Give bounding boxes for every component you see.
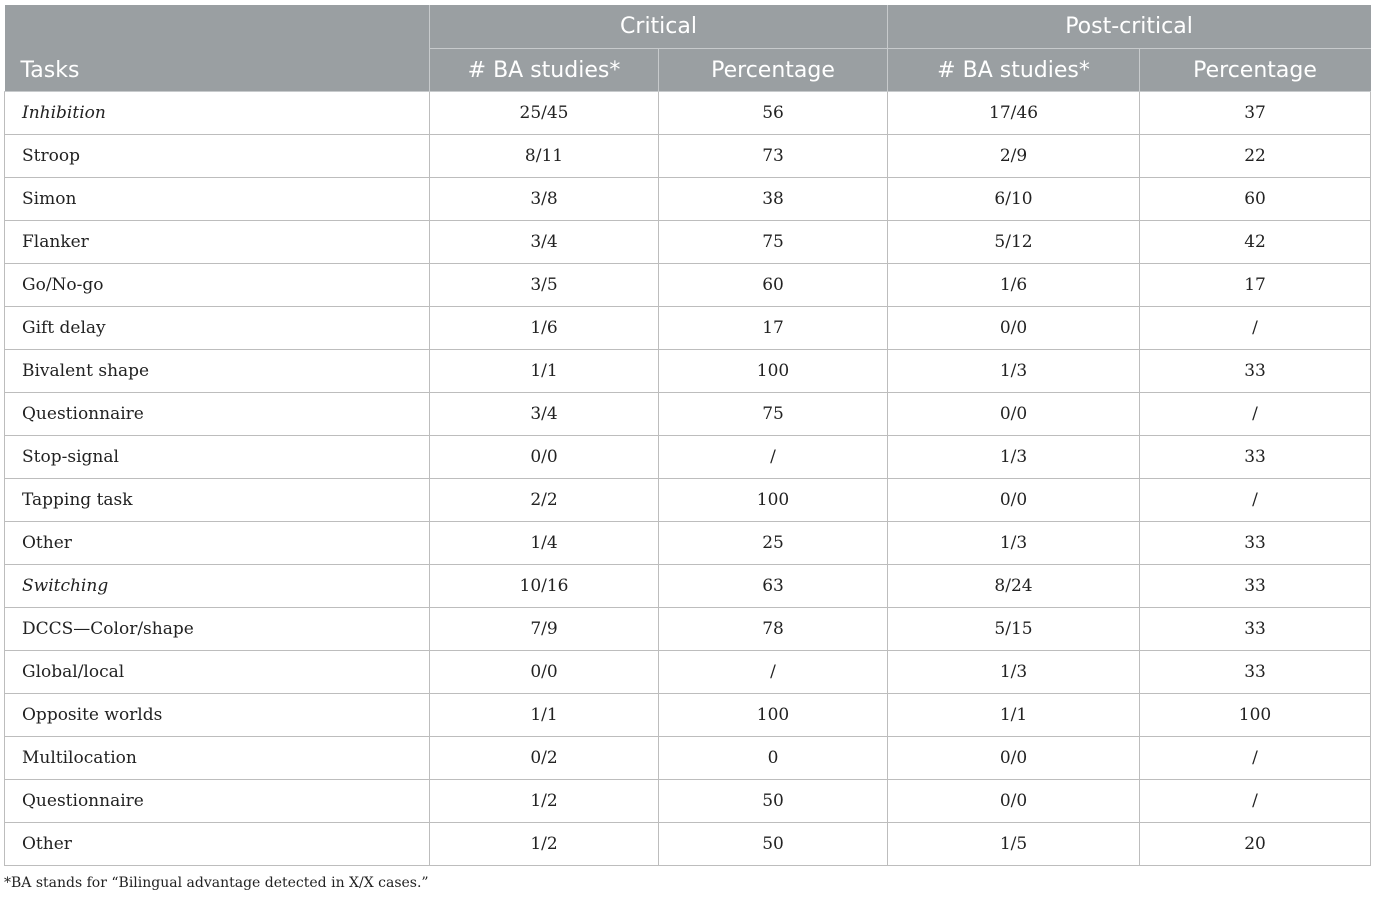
critical-ba-studies-cell: 1/6 [430, 307, 659, 350]
critical-percentage-cell: / [659, 436, 888, 479]
post-critical-ba-studies-cell: 2/9 [888, 135, 1140, 178]
post-critical-percentage-cell: 60 [1140, 178, 1371, 221]
critical-percentage-cell: 63 [659, 565, 888, 608]
table-row [5, 178, 1371, 221]
critical-ba-studies-cell: 7/9 [430, 608, 659, 651]
post-critical-percentage-cell: 33 [1140, 608, 1371, 651]
header-post-critical-ba-studies: # BA studies* [888, 49, 1140, 92]
post-critical-percentage-cell: 33 [1140, 350, 1371, 393]
header-critical-ba-studies: # BA studies* [430, 49, 659, 92]
post-critical-ba-studies-cell: 1/6 [888, 264, 1140, 307]
task-cell: Questionnaire [5, 780, 430, 823]
post-critical-percentage-cell: 33 [1140, 522, 1371, 565]
header-critical-percentage: Percentage [659, 49, 888, 92]
post-critical-ba-studies-cell: 1/3 [888, 350, 1140, 393]
critical-ba-studies-cell: 0/2 [430, 737, 659, 780]
post-critical-ba-studies-cell: 5/12 [888, 221, 1140, 264]
table-row [5, 393, 1371, 436]
post-critical-ba-studies-cell: 6/10 [888, 178, 1140, 221]
table-row [5, 221, 1371, 264]
task-cell: Multilocation [5, 737, 430, 780]
task-cell: DCCS—Color/shape [5, 608, 430, 651]
post-critical-ba-studies-cell: 1/5 [888, 823, 1140, 866]
critical-percentage-cell: 38 [659, 178, 888, 221]
table-row [5, 436, 1371, 479]
table-row [5, 823, 1371, 866]
task-cell: Flanker [5, 221, 430, 264]
post-critical-ba-studies-cell: 0/0 [888, 307, 1140, 350]
critical-percentage-cell: 60 [659, 264, 888, 307]
table-row [5, 479, 1371, 522]
post-critical-percentage-cell: 22 [1140, 135, 1371, 178]
critical-ba-studies-cell: 3/4 [430, 221, 659, 264]
post-critical-ba-studies-cell: 5/15 [888, 608, 1140, 651]
task-cell: Global/local [5, 651, 430, 694]
critical-ba-studies-cell: 1/1 [430, 350, 659, 393]
critical-ba-studies-cell: 10/16 [430, 565, 659, 608]
header-tasks: Tasks [5, 5, 430, 92]
post-critical-ba-studies-cell: 0/0 [888, 393, 1140, 436]
table-row [5, 135, 1371, 178]
critical-ba-studies-cell: 0/0 [430, 651, 659, 694]
header-row-groups [5, 5, 1371, 49]
post-critical-percentage-cell: 42 [1140, 221, 1371, 264]
critical-percentage-cell: 17 [659, 307, 888, 350]
post-critical-percentage-cell: 17 [1140, 264, 1371, 307]
critical-ba-studies-cell: 25/45 [430, 92, 659, 135]
post-critical-percentage-cell: 33 [1140, 651, 1371, 694]
task-cell: Questionnaire [5, 393, 430, 436]
critical-ba-studies-cell: 2/2 [430, 479, 659, 522]
critical-percentage-cell: 56 [659, 92, 888, 135]
task-cell: Switching [5, 565, 430, 608]
post-critical-ba-studies-cell: 0/0 [888, 780, 1140, 823]
table-row [5, 522, 1371, 565]
header-group-critical: Critical [430, 5, 888, 49]
post-critical-ba-studies-cell: 0/0 [888, 479, 1140, 522]
table-row [5, 264, 1371, 307]
post-critical-percentage-cell: / [1140, 780, 1371, 823]
post-critical-percentage-cell: 33 [1140, 565, 1371, 608]
critical-percentage-cell: / [659, 651, 888, 694]
task-cell: Gift delay [5, 307, 430, 350]
critical-percentage-cell: 100 [659, 479, 888, 522]
section-row [5, 565, 1371, 608]
table-row [5, 694, 1371, 737]
task-cell: Simon [5, 178, 430, 221]
task-cell: Other [5, 823, 430, 866]
post-critical-ba-studies-cell: 17/46 [888, 92, 1140, 135]
post-critical-ba-studies-cell: 1/1 [888, 694, 1140, 737]
critical-percentage-cell: 0 [659, 737, 888, 780]
table-row [5, 608, 1371, 651]
critical-ba-studies-cell: 0/0 [430, 436, 659, 479]
post-critical-percentage-cell: 33 [1140, 436, 1371, 479]
table-body [5, 92, 1371, 866]
critical-percentage-cell: 25 [659, 522, 888, 565]
critical-ba-studies-cell: 1/1 [430, 694, 659, 737]
table-row [5, 651, 1371, 694]
critical-ba-studies-cell: 1/2 [430, 780, 659, 823]
critical-ba-studies-cell: 3/8 [430, 178, 659, 221]
post-critical-percentage-cell: 37 [1140, 92, 1371, 135]
critical-percentage-cell: 75 [659, 393, 888, 436]
critical-ba-studies-cell: 8/11 [430, 135, 659, 178]
post-critical-ba-studies-cell: 1/3 [888, 522, 1140, 565]
header-group-post-critical: Post-critical [888, 5, 1371, 49]
post-critical-percentage-cell: / [1140, 393, 1371, 436]
post-critical-ba-studies-cell: 1/3 [888, 651, 1140, 694]
critical-percentage-cell: 100 [659, 694, 888, 737]
task-cell: Inhibition [5, 92, 430, 135]
table-row [5, 350, 1371, 393]
task-cell: Go/No-go [5, 264, 430, 307]
critical-percentage-cell: 50 [659, 823, 888, 866]
post-critical-percentage-cell: / [1140, 307, 1371, 350]
critical-ba-studies-cell: 3/5 [430, 264, 659, 307]
post-critical-percentage-cell: / [1140, 737, 1371, 780]
task-cell: Opposite worlds [5, 694, 430, 737]
critical-percentage-cell: 78 [659, 608, 888, 651]
task-cell: Bivalent shape [5, 350, 430, 393]
post-critical-ba-studies-cell: 8/24 [888, 565, 1140, 608]
critical-percentage-cell: 50 [659, 780, 888, 823]
section-row [5, 92, 1371, 135]
results-table [4, 5, 1371, 866]
table-row [5, 737, 1371, 780]
critical-percentage-cell: 75 [659, 221, 888, 264]
header-post-critical-percentage: Percentage [1140, 49, 1371, 92]
table-row [5, 307, 1371, 350]
post-critical-percentage-cell: 100 [1140, 694, 1371, 737]
critical-ba-studies-cell: 1/2 [430, 823, 659, 866]
post-critical-percentage-cell: 20 [1140, 823, 1371, 866]
post-critical-ba-studies-cell: 0/0 [888, 737, 1140, 780]
task-cell: Stroop [5, 135, 430, 178]
post-critical-percentage-cell: / [1140, 479, 1371, 522]
task-cell: Other [5, 522, 430, 565]
critical-percentage-cell: 73 [659, 135, 888, 178]
table-row [5, 780, 1371, 823]
critical-percentage-cell: 100 [659, 350, 888, 393]
task-cell: Tapping task [5, 479, 430, 522]
table-footnote: *BA stands for “Bilingual advantage detected in X/X cases.” [4, 875, 429, 891]
critical-ba-studies-cell: 3/4 [430, 393, 659, 436]
table-header [5, 5, 1371, 92]
critical-ba-studies-cell: 1/4 [430, 522, 659, 565]
task-cell: Stop-signal [5, 436, 430, 479]
post-critical-ba-studies-cell: 1/3 [888, 436, 1140, 479]
